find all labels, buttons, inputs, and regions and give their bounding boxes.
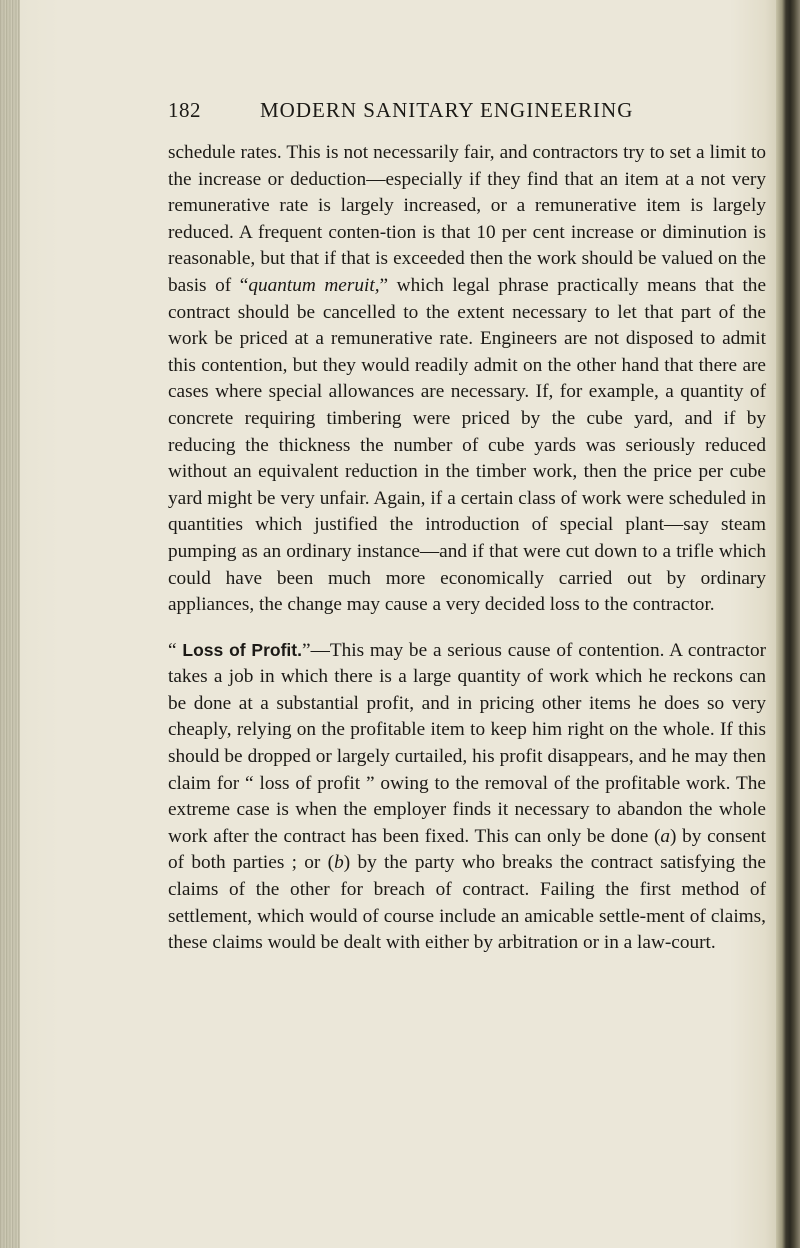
paragraph-text: schedule rates. This is not necessarily fair, and contractors try to set a limit to the increase or deduction—especially if they find that an item at a not very remunerative rate is largely increased, or a remunerative item is largely reduced. A frequent conten-tion is that 10 per cent increase or diminution is reasonable, but that if that is exceeded then the work should be valued on the basis of “ [168,142,766,296]
page-header [168,98,688,126]
section-lead-heading: Loss of Profit. [182,639,302,660]
paragraph-text: ) by the party who breaks the contract satisfying the claims of the other for breach of contract. Failing the first method of settlement, which would of course include an amicable settle-ment of claims, these claims would be dealt with either by arbitration or in a law-court. [168,852,766,954]
list-marker-b: b [334,852,344,874]
paragraph-text: —This may be a serious cause of contention. A contractor takes a job in which there is a large quantity of work which he reckons can be done at a substantial profit, and in pricing other items he does so very cheaply, relying on the profitable item to keep him right on the whole. If this should be dropped or largely curtailed, his profit disappears, and he may then claim for “ loss of profit ” owing to the removal of the profitable work. The extreme case is when the employer finds it necessary to abandon the whole work after the contract has been fixed. This can only be done ( [168,639,767,847]
paragraph-text: ) by consent of both parties ; or ( [168,825,766,874]
page-fore-edge [776,0,800,1248]
page-gutter-edge [0,0,20,1248]
latin-phrase: quantum meruit, [248,274,380,296]
body-text [168,140,766,957]
paragraph-schedule-rates [168,140,766,619]
page-number: 182 [168,98,201,122]
paragraph-text: ” which legal phrase practically means that the contract should be cancelled to the extent necessary to let that part of the work be priced at a remunerative rate. Engineers are not disposed to admit this contention, but they would readily admit on the other hand that there are cases where special allowances are necessary. If, for example, a quantity of concrete requiring timbering were priced by the cube yard, and if by reducing the thickness the number of cube yards was seriously reduced without an equivalent reduction in the timber work, then the price per cube yard might be very unfair. Again, if a certain class of work were scheduled in quantities which justified the introduction of special plant—say steam pumping as an ordinary instance—and if that were cut down to a trifle which could have been much more economically carried out by ordinary appliances, the change may cause a very decided loss to the contractor. [168,274,767,616]
list-marker-a: a [660,825,671,847]
close-quote: ” [302,639,311,661]
open-quote: “ [168,639,183,661]
paragraph-loss-of-profit [168,637,766,957]
running-head: MODERN SANITARY ENGINEERING [260,98,634,122]
